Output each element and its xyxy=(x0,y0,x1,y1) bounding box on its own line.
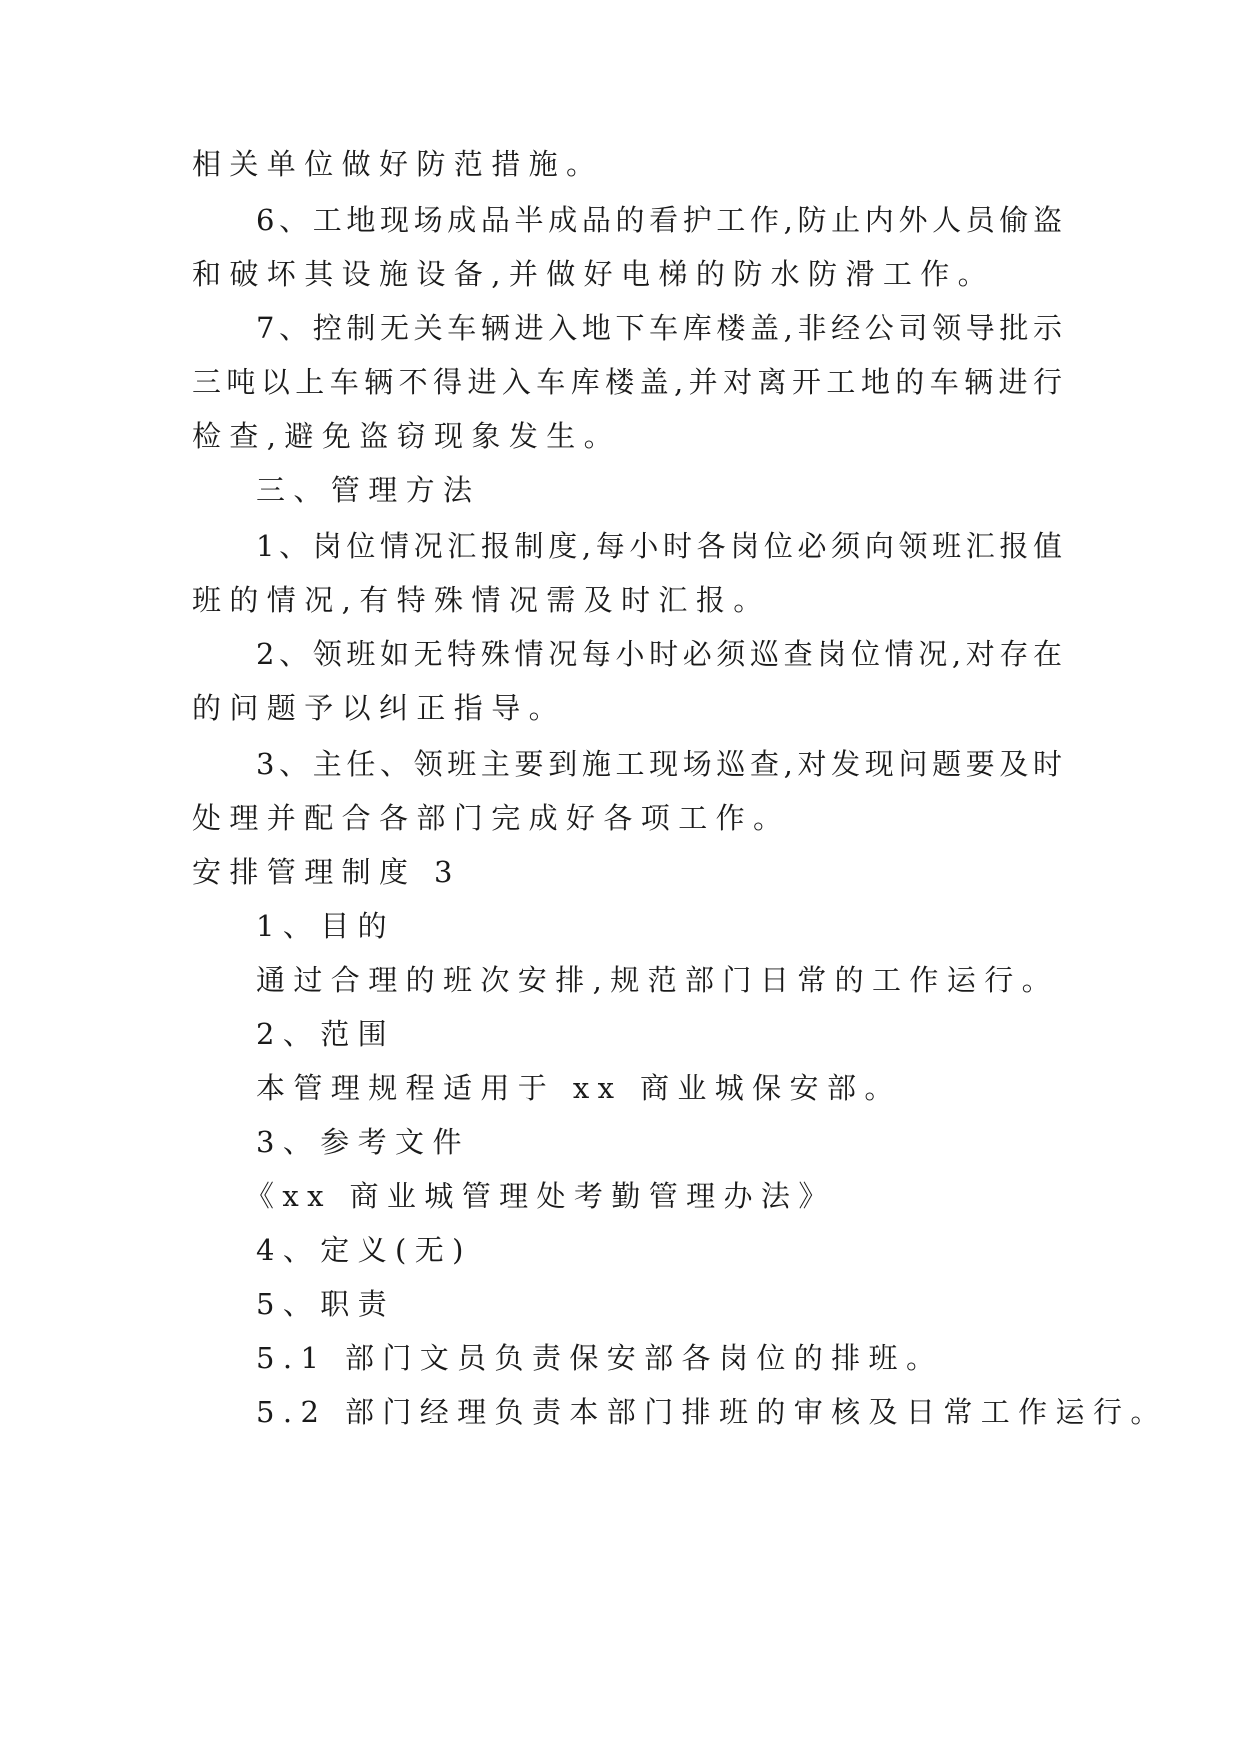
paragraph-line: 处理并配合各部门完成好各项工作。 xyxy=(192,801,791,835)
paragraph-line: 的问题予以纠正指导。 xyxy=(192,691,567,725)
list-heading-5: 5、职责 xyxy=(256,1287,396,1321)
reference-document: 《xx 商业城管理处考勤管理办法》 xyxy=(245,1179,836,1213)
paragraph-line: 相关单位做好防范措施。 xyxy=(192,147,604,181)
paragraph-item-6: 6、工地现场成品半成品的看护工作,防止内外人员偷盗 xyxy=(256,203,1062,237)
paragraph-item-1: 1、岗位情况汇报制度,每小时各岗位必须向领班汇报值 xyxy=(256,529,1062,563)
paragraph-item-3: 3、主任、领班主要到施工现场巡查,对发现问题要及时 xyxy=(256,747,1062,781)
list-item-5-1: 5.1 部门文员负责保安部各岗位的排班。 xyxy=(256,1341,944,1375)
list-heading-1: 1、目的 xyxy=(256,909,396,943)
paragraph-item-2: 2、领班如无特殊情况每小时必须巡查岗位情况,对存在 xyxy=(256,637,1062,671)
paragraph-line: 通过合理的班次安排,规范部门日常的工作运行。 xyxy=(256,963,1060,997)
paragraph-item-7: 7、控制无关车辆进入地下车库楼盖,非经公司领导批示 xyxy=(256,311,1062,345)
list-heading-2: 2、范围 xyxy=(256,1017,396,1051)
list-heading-3: 3、参考文件 xyxy=(256,1125,470,1159)
paragraph-line: 检查,避免盗窃现象发生。 xyxy=(192,419,622,453)
paragraph-line: 班的情况,有特殊情况需及时汇报。 xyxy=(192,583,771,617)
list-item-5-2: 5.2 部门经理负责本部门排班的审核及日常工作运行。 xyxy=(256,1395,1168,1429)
paragraph-line: 和破坏其设施设备,并做好电梯的防水防滑工作。 xyxy=(192,257,996,291)
section-heading: 三、管理方法 xyxy=(256,473,481,507)
list-heading-4: 4、定义(无) xyxy=(256,1233,472,1267)
paragraph-line: 本管理规程适用于 xx 商业城保安部。 xyxy=(256,1071,902,1105)
paragraph-line: 三吨以上车辆不得进入车库楼盖,并对离开工地的车辆进行 xyxy=(192,365,1062,399)
document-title: 安排管理制度 3 xyxy=(192,855,461,889)
